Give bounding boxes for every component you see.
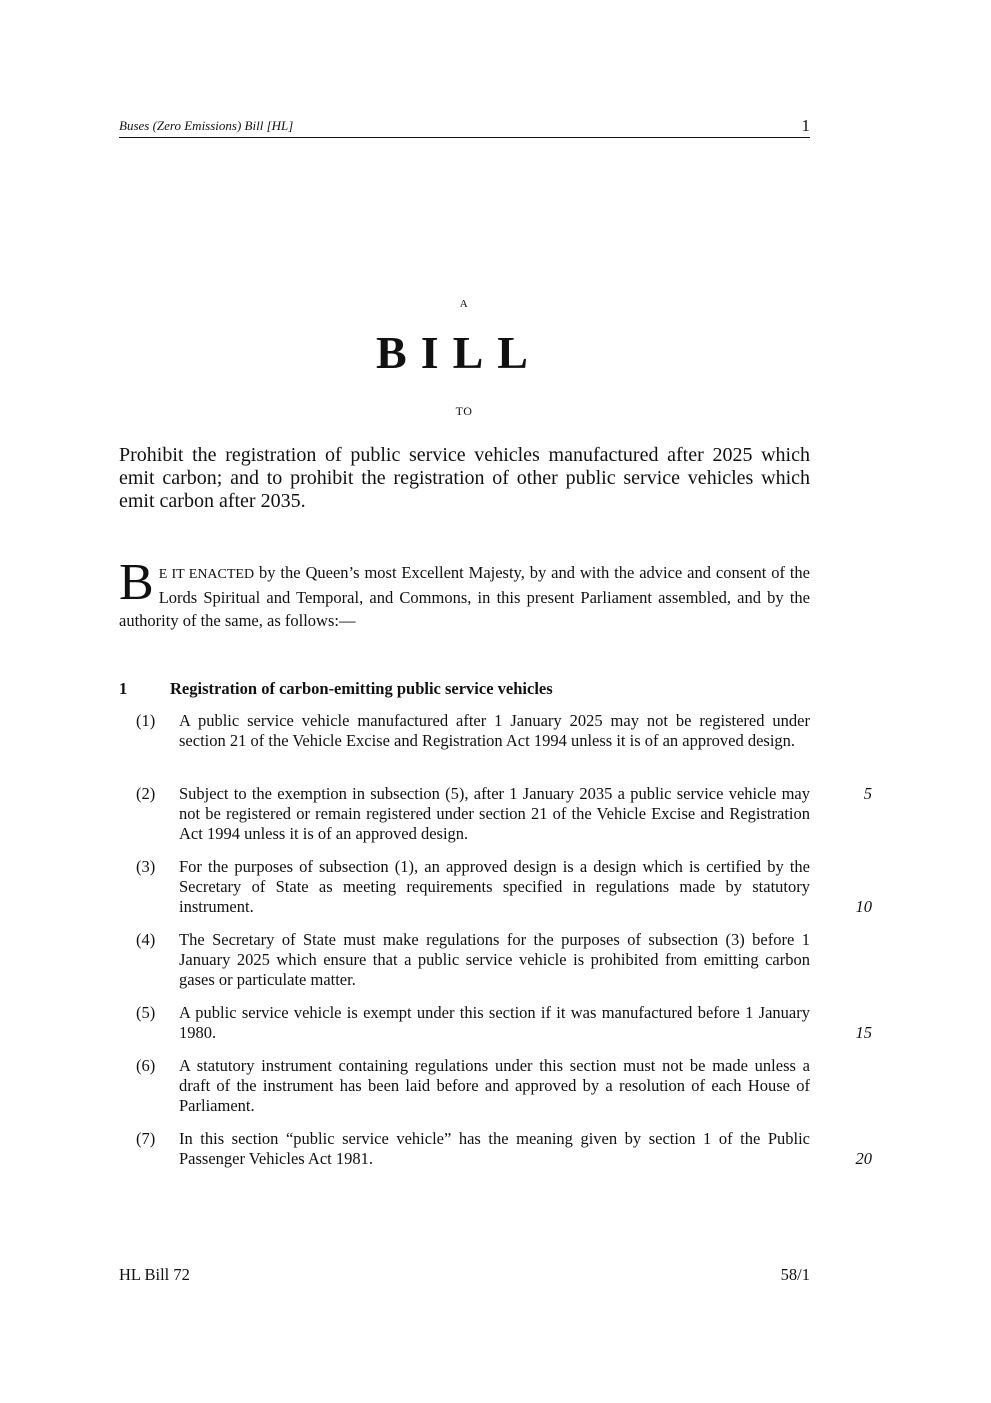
subsection-number: (6) (136, 1056, 156, 1075)
section-number: 1 (119, 679, 128, 698)
enacting-text: by the Queen’s most Excellent Majesty, by and with the advice and consent of the Lords Spiritual and Temporal, and Commons, in this present Parliament assembled, and by the authority of the same, as follows:— (119, 563, 811, 630)
running-header (119, 116, 810, 138)
subsection-2 (136, 784, 810, 844)
subsection-number: (7) (136, 1129, 156, 1148)
subsection-text: A public service vehicle manufactured after 1 January 2025 may not be registered under section 21 of the Vehicle Excise and Registration Act 1994 unless it is of an approved design. (179, 711, 810, 750)
long-title: Prohibit the registration of public service vehicles manufactured after 2025 which emit carbon; and to prohibit the registration of other public service vehicles which emit carbon after 2035. (119, 444, 810, 512)
subsection-4 (136, 930, 810, 990)
subsection-number: (1) (136, 711, 156, 730)
bill-title: BILL (376, 327, 542, 378)
subsection-5 (136, 1003, 810, 1043)
subsection-number: (2) (136, 784, 156, 803)
subsection-6 (136, 1056, 810, 1116)
subsection-number: (5) (136, 1003, 156, 1022)
enacting-small-caps: E IT ENACTED (158, 567, 255, 582)
print-reference: 58/1 (780, 1265, 810, 1284)
line-number-10: 10 (855, 897, 872, 916)
subsection-text: In this section “public service vehicle” has the meaning given by section 1 of the Public Passenger Vehicles Act 1981. (179, 1129, 810, 1168)
subsection-number: (3) (136, 857, 156, 876)
line-number-5: 5 (863, 784, 872, 803)
subsection-text: A public service vehicle is exempt under this section if it was manufactured before 1 January 1980. (179, 1003, 810, 1042)
subsection-text: A statutory instrument containing regulations under this section must not be made unless a draft of the instrument has been laid before and approved by a resolution of each House of Parliament. (179, 1056, 810, 1115)
drop-cap: B (119, 554, 154, 611)
subsection-text: For the purposes of subsection (1), an approved design is a design which is certified by the Secretary of State as meeting requirements specified in regulations made by statutory instrument. (179, 857, 810, 916)
subsection-7 (136, 1129, 810, 1169)
subsection-text: The Secretary of State must make regulations for the purposes of subsection (3) before 1 January 2025 which ensure that a public service vehicle is prohibited from emitting carbon gases or particulate matter. (179, 930, 810, 989)
subsection-text: Subject to the exemption in subsection (5), after 1 January 2035 a public service vehicle may not be registered or remain registered under section 21 of the Vehicle Excise and Registration Act 1994 unless it is of an approved design. (179, 784, 810, 843)
title-prefix: A (459, 298, 469, 310)
enacting-formula (119, 554, 811, 632)
subsection-number: (4) (136, 930, 156, 949)
title-suffix: TO (455, 404, 473, 418)
line-number-15: 15 (855, 1023, 872, 1042)
subsection-3 (136, 857, 810, 917)
short-title: Buses (Zero Emissions) Bill [HL] (119, 118, 294, 133)
page-number: 1 (801, 116, 810, 135)
section-heading (119, 678, 819, 700)
subsection-1 (136, 711, 810, 751)
line-number-20: 20 (855, 1149, 872, 1168)
section-title: Registration of carbon-emitting public service vehicles (170, 679, 553, 698)
bill-number: HL Bill 72 (119, 1265, 190, 1284)
